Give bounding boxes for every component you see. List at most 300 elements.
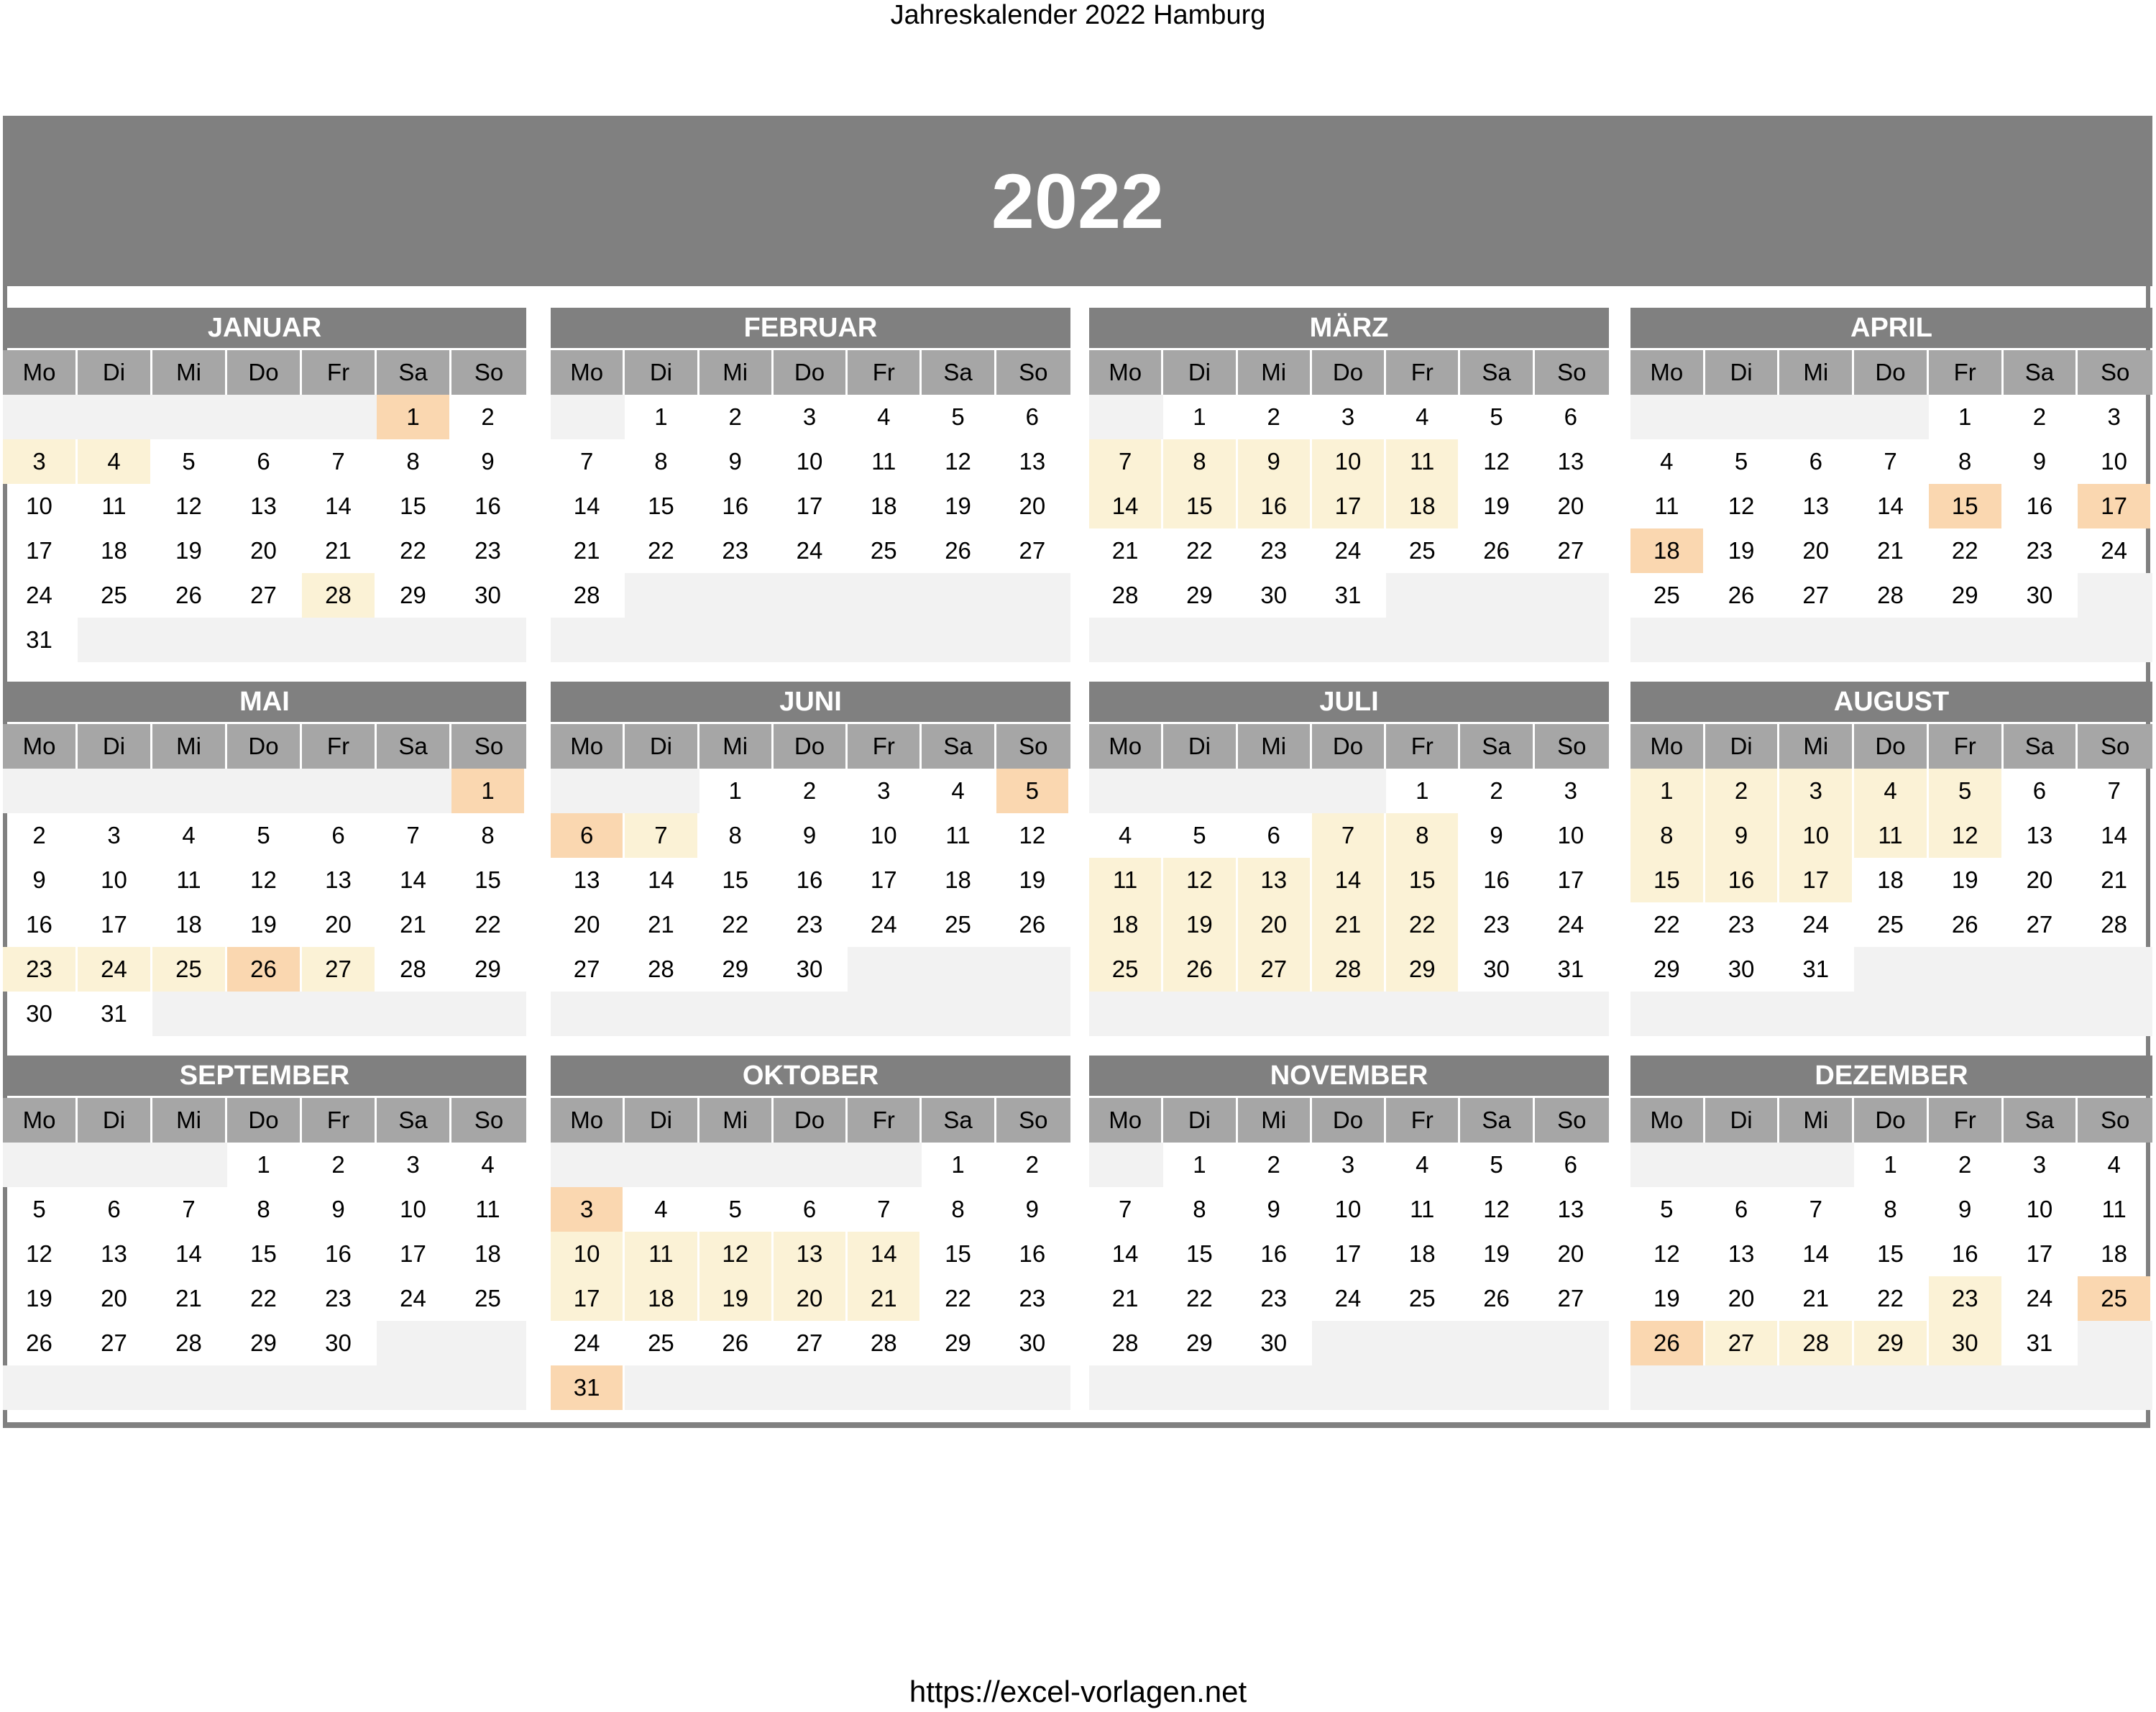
day-cell: 10: [1312, 439, 1386, 484]
empty-day-cell: [1535, 1365, 1609, 1410]
day-cell: 30: [1238, 1321, 1312, 1365]
empty-day-cell: [1460, 618, 1534, 662]
day-cell: 11: [78, 484, 152, 528]
day-cell: 11: [625, 1232, 699, 1276]
day-cell: 21: [551, 528, 625, 573]
day-grid: [1630, 769, 2152, 1036]
weekday-label: Di: [1163, 350, 1237, 395]
weekday-label: Fr: [302, 724, 377, 769]
weekday-header-row: [551, 350, 1070, 395]
day-cell: 9: [1238, 439, 1312, 484]
empty-day-cell: [1535, 618, 1609, 662]
day-cell: 8: [377, 439, 451, 484]
day-cell: 30: [302, 1321, 377, 1365]
empty-day-cell: [1705, 1365, 1780, 1410]
day-cell: 25: [152, 947, 227, 992]
weekday-label: Sa: [922, 350, 996, 395]
day-cell: 21: [1779, 1276, 1854, 1321]
day-cell: 24: [2078, 528, 2152, 573]
day-cell: 7: [2078, 769, 2152, 813]
day-cell: 1: [1386, 769, 1460, 813]
day-cell: 22: [1163, 528, 1237, 573]
day-cell: 4: [1089, 813, 1163, 858]
day-cell: 29: [1386, 947, 1460, 992]
day-cell: 6: [1535, 395, 1609, 439]
day-cell: 23: [451, 528, 526, 573]
month-title: FEBRUAR: [551, 308, 1070, 348]
day-cell: 3: [1312, 1143, 1386, 1187]
day-cell: 8: [1630, 813, 1705, 858]
day-cell: 8: [1929, 439, 2004, 484]
day-cell: 6: [996, 395, 1070, 439]
day-grid: [1089, 769, 1609, 1036]
month-oktober: [551, 1056, 1070, 1410]
day-cell: 22: [227, 1276, 302, 1321]
day-cell: 20: [302, 902, 377, 947]
empty-day-cell: [2078, 947, 2152, 992]
day-grid: [551, 395, 1070, 662]
day-cell: 6: [227, 439, 302, 484]
day-cell: 31: [2004, 1321, 2078, 1365]
weekday-header-row: [3, 350, 526, 395]
weekday-label: Mi: [699, 1098, 774, 1143]
month-märz: [1089, 308, 1609, 662]
day-cell: 13: [1238, 858, 1312, 902]
day-cell: 14: [152, 1232, 227, 1276]
day-cell: 12: [227, 858, 302, 902]
day-cell: 28: [551, 573, 625, 618]
empty-day-cell: [848, 1143, 922, 1187]
empty-day-cell: [377, 769, 451, 813]
weekday-header-row: [3, 724, 526, 769]
weekday-label: Mo: [1630, 1098, 1705, 1143]
day-cell: 18: [1854, 858, 1929, 902]
day-cell: 17: [551, 1276, 625, 1321]
weekday-label: So: [451, 1098, 526, 1143]
empty-day-cell: [1779, 992, 1854, 1036]
day-grid: [1089, 395, 1609, 662]
day-cell: 16: [1460, 858, 1534, 902]
empty-day-cell: [1535, 573, 1609, 618]
day-cell: 10: [1312, 1187, 1386, 1232]
weekday-label: Mo: [1089, 350, 1163, 395]
day-cell: 8: [451, 813, 526, 858]
day-grid: [551, 1143, 1070, 1410]
day-cell: 16: [1238, 1232, 1312, 1276]
weekday-label: Di: [1163, 1098, 1237, 1143]
day-cell: 12: [699, 1232, 774, 1276]
weekday-label: Mo: [3, 1098, 78, 1143]
day-cell: 6: [78, 1187, 152, 1232]
empty-day-cell: [625, 992, 699, 1036]
day-cell: 8: [922, 1187, 996, 1232]
day-cell: 27: [1705, 1321, 1780, 1365]
weekday-label: Do: [227, 350, 302, 395]
day-cell: 18: [1089, 902, 1163, 947]
day-cell: 22: [1854, 1276, 1929, 1321]
day-cell: 26: [1163, 947, 1237, 992]
day-cell: 20: [2004, 858, 2078, 902]
day-cell: 23: [1705, 902, 1780, 947]
day-cell: 2: [1705, 769, 1780, 813]
empty-day-cell: [1163, 618, 1237, 662]
empty-day-cell: [227, 395, 302, 439]
empty-day-cell: [227, 992, 302, 1036]
day-cell: 23: [1929, 1276, 2004, 1321]
empty-day-cell: [1779, 1365, 1854, 1410]
empty-day-cell: [1779, 1143, 1854, 1187]
day-cell: 22: [377, 528, 451, 573]
day-grid: [551, 769, 1070, 1036]
weekday-header-row: [1630, 1098, 2152, 1143]
empty-day-cell: [996, 618, 1070, 662]
day-cell: 11: [922, 813, 996, 858]
day-cell: 25: [848, 528, 922, 573]
day-cell: 9: [1238, 1187, 1312, 1232]
weekday-label: Fr: [848, 1098, 922, 1143]
day-cell: 24: [774, 528, 848, 573]
day-cell: 21: [1854, 528, 1929, 573]
day-cell: 1: [1929, 395, 2004, 439]
empty-day-cell: [774, 573, 848, 618]
month-mai: [3, 682, 526, 1036]
day-cell: 1: [1630, 769, 1705, 813]
day-cell: 12: [1163, 858, 1237, 902]
day-cell: 26: [922, 528, 996, 573]
day-cell: 25: [922, 902, 996, 947]
day-cell: 27: [774, 1321, 848, 1365]
weekday-label: Sa: [2004, 724, 2078, 769]
weekday-label: Sa: [2004, 350, 2078, 395]
day-cell: 25: [1854, 902, 1929, 947]
empty-day-cell: [848, 1365, 922, 1410]
day-cell: 15: [699, 858, 774, 902]
day-cell: 31: [78, 992, 152, 1036]
empty-day-cell: [1460, 1365, 1534, 1410]
weekday-header-row: [3, 1098, 526, 1143]
empty-day-cell: [2004, 1365, 2078, 1410]
weekday-label: So: [996, 350, 1070, 395]
day-cell: 9: [3, 858, 78, 902]
empty-day-cell: [1312, 618, 1386, 662]
day-cell: 23: [1238, 528, 1312, 573]
weekday-label: Sa: [377, 350, 451, 395]
day-cell: 24: [1312, 528, 1386, 573]
weekday-label: Mi: [1779, 724, 1854, 769]
day-cell: 4: [78, 439, 152, 484]
weekday-label: Fr: [848, 724, 922, 769]
day-cell: 11: [848, 439, 922, 484]
weekday-label: Sa: [1460, 350, 1534, 395]
day-cell: 1: [377, 395, 451, 439]
empty-day-cell: [2078, 1321, 2152, 1365]
weekday-label: Di: [78, 724, 152, 769]
day-cell: 22: [1630, 902, 1705, 947]
day-cell: 15: [1630, 858, 1705, 902]
day-cell: 17: [2004, 1232, 2078, 1276]
weekday-label: Di: [78, 350, 152, 395]
month-title: AUGUST: [1630, 682, 2152, 722]
day-cell: 23: [1238, 1276, 1312, 1321]
day-cell: 14: [1089, 484, 1163, 528]
day-cell: 8: [1163, 439, 1237, 484]
day-cell: 17: [848, 858, 922, 902]
day-cell: 5: [152, 439, 227, 484]
day-cell: 28: [1089, 573, 1163, 618]
day-cell: 15: [922, 1232, 996, 1276]
day-cell: 18: [1630, 528, 1705, 573]
day-cell: 10: [78, 858, 152, 902]
day-cell: 12: [3, 1232, 78, 1276]
month-september: [3, 1056, 526, 1410]
day-cell: 24: [1312, 1276, 1386, 1321]
empty-day-cell: [1460, 1321, 1534, 1365]
empty-day-cell: [774, 1365, 848, 1410]
month-title: APRIL: [1630, 308, 2152, 348]
day-cell: 17: [1535, 858, 1609, 902]
day-cell: 10: [377, 1187, 451, 1232]
empty-day-cell: [2004, 992, 2078, 1036]
weekday-label: So: [2078, 1098, 2152, 1143]
footer-url[interactable]: https://excel-vorlagen.net: [909, 1675, 1247, 1708]
day-cell: 27: [1535, 1276, 1609, 1321]
day-cell: 2: [3, 813, 78, 858]
month-april: [1630, 308, 2152, 662]
day-cell: 14: [302, 484, 377, 528]
empty-day-cell: [1535, 992, 1609, 1036]
day-cell: 31: [1535, 947, 1609, 992]
empty-day-cell: [1929, 947, 2004, 992]
empty-day-cell: [152, 992, 227, 1036]
day-cell: 29: [922, 1321, 996, 1365]
day-cell: 12: [1929, 813, 2004, 858]
day-cell: 24: [78, 947, 152, 992]
day-grid: [3, 1143, 526, 1410]
weekday-label: Di: [1705, 350, 1780, 395]
weekday-label: Di: [625, 724, 699, 769]
day-cell: 2: [1238, 395, 1312, 439]
day-cell: 20: [551, 902, 625, 947]
day-cell: 17: [377, 1232, 451, 1276]
day-cell: 14: [1089, 1232, 1163, 1276]
month-juni: [551, 682, 1070, 1036]
day-cell: 13: [1705, 1232, 1780, 1276]
day-cell: 10: [551, 1232, 625, 1276]
day-cell: 23: [1460, 902, 1534, 947]
day-cell: 6: [551, 813, 625, 858]
day-grid: [1630, 395, 2152, 662]
empty-day-cell: [551, 395, 625, 439]
day-cell: 21: [848, 1276, 922, 1321]
weekday-label: So: [996, 1098, 1070, 1143]
day-cell: 22: [1929, 528, 2004, 573]
day-cell: 14: [1779, 1232, 1854, 1276]
day-cell: 20: [227, 528, 302, 573]
weekday-label: Sa: [922, 1098, 996, 1143]
day-cell: 29: [451, 947, 526, 992]
empty-day-cell: [1535, 1321, 1609, 1365]
empty-day-cell: [2078, 618, 2152, 662]
day-cell: 9: [774, 813, 848, 858]
day-cell: 13: [302, 858, 377, 902]
empty-day-cell: [227, 618, 302, 662]
day-cell: 12: [152, 484, 227, 528]
month-januar: [3, 308, 526, 662]
empty-day-cell: [1854, 1365, 1929, 1410]
day-cell: 13: [551, 858, 625, 902]
day-cell: 7: [377, 813, 451, 858]
day-cell: 7: [302, 439, 377, 484]
day-cell: 21: [625, 902, 699, 947]
empty-day-cell: [152, 769, 227, 813]
empty-day-cell: [922, 618, 996, 662]
empty-day-cell: [625, 618, 699, 662]
empty-day-cell: [451, 992, 526, 1036]
empty-day-cell: [2078, 1365, 2152, 1410]
empty-day-cell: [774, 1143, 848, 1187]
weekday-label: Fr: [1929, 724, 2004, 769]
empty-day-cell: [625, 769, 699, 813]
empty-day-cell: [451, 1321, 526, 1365]
empty-day-cell: [227, 1365, 302, 1410]
day-cell: 18: [922, 858, 996, 902]
day-cell: 28: [1089, 1321, 1163, 1365]
day-cell: 10: [1535, 813, 1609, 858]
day-cell: 6: [1535, 1143, 1609, 1187]
empty-day-cell: [2004, 618, 2078, 662]
day-cell: 7: [1089, 1187, 1163, 1232]
day-cell: 28: [1779, 1321, 1854, 1365]
day-cell: 9: [1929, 1187, 2004, 1232]
day-cell: 21: [302, 528, 377, 573]
day-cell: 30: [2004, 573, 2078, 618]
day-cell: 11: [1386, 439, 1460, 484]
month-title: OKTOBER: [551, 1056, 1070, 1096]
day-cell: 13: [1535, 439, 1609, 484]
weekday-label: Mi: [1779, 350, 1854, 395]
day-cell: 30: [1705, 947, 1780, 992]
empty-day-cell: [699, 618, 774, 662]
day-cell: 24: [1779, 902, 1854, 947]
empty-day-cell: [3, 769, 78, 813]
day-cell: 20: [1535, 484, 1609, 528]
day-cell: 1: [1163, 395, 1237, 439]
day-cell: 29: [1929, 573, 2004, 618]
day-cell: 24: [377, 1276, 451, 1321]
day-cell: 27: [227, 573, 302, 618]
empty-day-cell: [1312, 1321, 1386, 1365]
empty-day-cell: [1854, 395, 1929, 439]
empty-day-cell: [1779, 618, 1854, 662]
day-cell: 27: [996, 528, 1070, 573]
day-cell: 2: [302, 1143, 377, 1187]
day-cell: 24: [551, 1321, 625, 1365]
day-cell: 16: [699, 484, 774, 528]
day-cell: 16: [302, 1232, 377, 1276]
empty-day-cell: [1854, 947, 1929, 992]
day-cell: 2: [1460, 769, 1534, 813]
empty-day-cell: [152, 1143, 227, 1187]
day-cell: 8: [625, 439, 699, 484]
day-cell: 9: [699, 439, 774, 484]
day-cell: 18: [625, 1276, 699, 1321]
weekday-label: Fr: [302, 350, 377, 395]
day-cell: 14: [848, 1232, 922, 1276]
day-cell: 22: [451, 902, 526, 947]
day-cell: 8: [1163, 1187, 1237, 1232]
month-title: JUNI: [551, 682, 1070, 722]
day-cell: 3: [1779, 769, 1854, 813]
day-cell: 24: [1535, 902, 1609, 947]
empty-day-cell: [774, 618, 848, 662]
empty-day-cell: [451, 1365, 526, 1410]
day-cell: 2: [1929, 1143, 2004, 1187]
month-november: [1089, 1056, 1609, 1410]
day-cell: 30: [774, 947, 848, 992]
day-cell: 22: [699, 902, 774, 947]
empty-day-cell: [377, 1321, 451, 1365]
empty-day-cell: [1089, 769, 1163, 813]
weekday-label: Sa: [377, 724, 451, 769]
day-cell: 6: [1238, 813, 1312, 858]
day-cell: 28: [848, 1321, 922, 1365]
day-cell: 31: [1312, 573, 1386, 618]
day-cell: 19: [1929, 858, 2004, 902]
day-cell: 2: [774, 769, 848, 813]
weekday-label: Do: [1312, 724, 1386, 769]
weekday-label: Do: [774, 1098, 848, 1143]
day-cell: 8: [227, 1187, 302, 1232]
day-cell: 18: [78, 528, 152, 573]
day-cell: 29: [227, 1321, 302, 1365]
day-cell: 11: [152, 858, 227, 902]
weekday-label: Mo: [551, 724, 625, 769]
weekday-label: Mi: [152, 724, 227, 769]
empty-day-cell: [1630, 992, 1705, 1036]
weekday-label: Mo: [551, 1098, 625, 1143]
month-dezember: [1630, 1056, 2152, 1410]
day-cell: 29: [699, 947, 774, 992]
empty-day-cell: [848, 947, 922, 992]
day-cell: 4: [1386, 1143, 1460, 1187]
day-cell: 20: [1705, 1276, 1780, 1321]
weekday-label: Di: [78, 1098, 152, 1143]
empty-day-cell: [699, 573, 774, 618]
day-cell: 11: [2078, 1187, 2152, 1232]
weekday-label: So: [2078, 724, 2152, 769]
weekday-label: Sa: [922, 724, 996, 769]
weekday-label: Do: [1854, 1098, 1929, 1143]
day-cell: 5: [1460, 395, 1534, 439]
day-cell: 7: [625, 813, 699, 858]
day-cell: 15: [1854, 1232, 1929, 1276]
day-cell: 9: [1705, 813, 1780, 858]
day-cell: 1: [922, 1143, 996, 1187]
day-cell: 12: [1460, 439, 1534, 484]
empty-day-cell: [1386, 1365, 1460, 1410]
day-cell: 29: [1630, 947, 1705, 992]
day-cell: 19: [1705, 528, 1780, 573]
day-cell: 7: [1779, 1187, 1854, 1232]
day-cell: 29: [377, 573, 451, 618]
day-cell: 19: [152, 528, 227, 573]
month-title: SEPTEMBER: [3, 1056, 526, 1096]
day-cell: 21: [152, 1276, 227, 1321]
weekday-label: Sa: [2004, 1098, 2078, 1143]
empty-day-cell: [922, 573, 996, 618]
empty-day-cell: [848, 992, 922, 1036]
day-cell: 4: [1386, 395, 1460, 439]
